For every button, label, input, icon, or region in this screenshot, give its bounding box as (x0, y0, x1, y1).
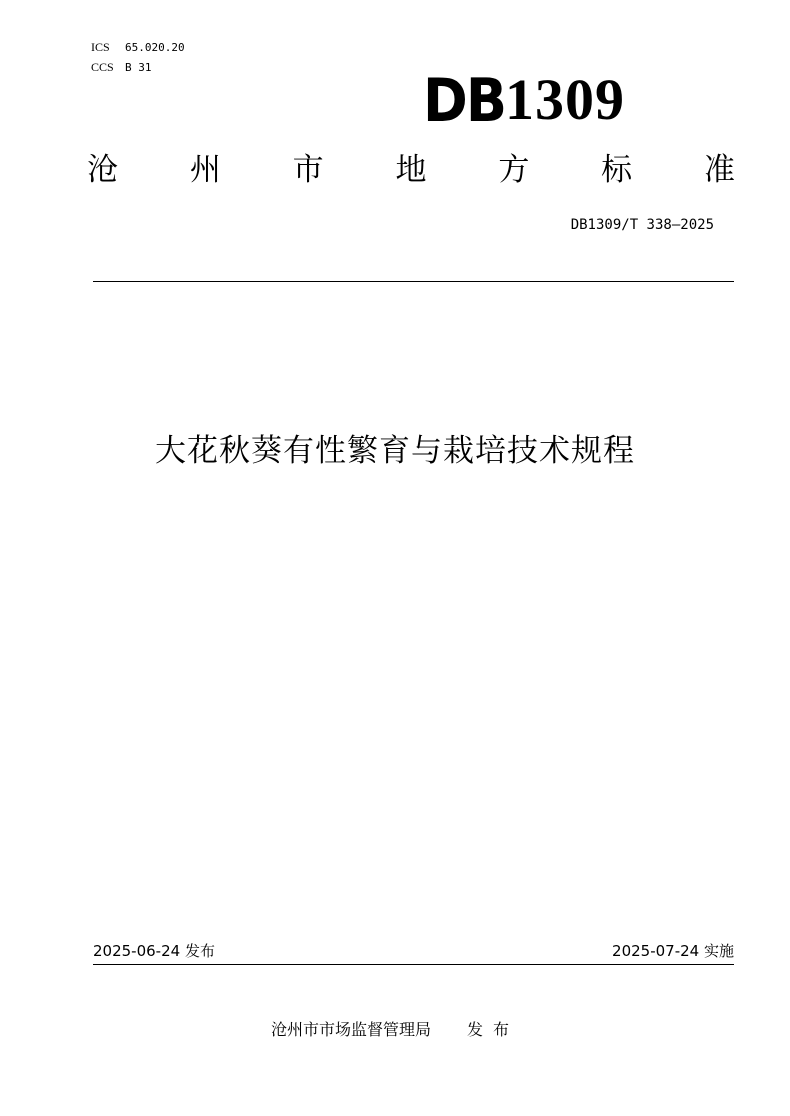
standard-title-char: 地 (395, 152, 427, 188)
document-number: DB1309/T 338—2025 (570, 217, 714, 233)
implementation-date: 2025-07-24 实施 (612, 942, 734, 960)
logo-number: 1309 (504, 67, 625, 132)
standard-type-title (87, 148, 735, 192)
standard-logo (423, 65, 625, 136)
ccs-value: B 31 (125, 61, 152, 74)
ccs-code (91, 57, 152, 78)
standard-title-char: 标 (601, 152, 633, 188)
publisher-action: 发布 (467, 1020, 520, 1039)
publisher-name: 沧州市市场监督管理局 (270, 1020, 431, 1039)
standard-title-char: 准 (703, 152, 735, 188)
standard-title-char: 州 (189, 152, 221, 188)
document-title: 大花秋葵有性繁育与栽培技术规程 (155, 433, 635, 469)
publisher-line (0, 1018, 790, 1042)
ccs-label: CCS (91, 60, 114, 74)
logo-prefix: DB (423, 65, 505, 136)
standard-title-char: 沧 (87, 152, 118, 188)
ics-code (91, 37, 185, 58)
header-divider (93, 281, 734, 282)
publish-date: 2025-06-24 发布 (93, 942, 215, 960)
standard-title-char: 市 (292, 152, 324, 188)
ics-label: ICS (91, 40, 110, 54)
footer-divider (93, 964, 734, 965)
standard-title-char: 方 (498, 152, 530, 188)
ics-value: 65.020.20 (125, 41, 185, 54)
